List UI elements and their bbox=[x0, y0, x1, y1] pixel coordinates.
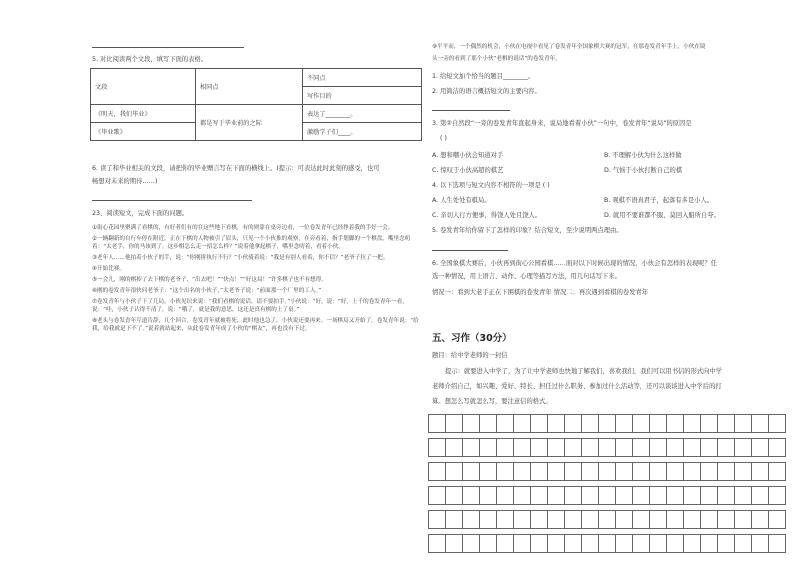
grid-cell[interactable] bbox=[633, 486, 650, 505]
grid-cell[interactable] bbox=[429, 486, 446, 505]
grid-cell[interactable] bbox=[582, 486, 599, 505]
grid-cell[interactable] bbox=[497, 462, 514, 481]
grid-cell[interactable] bbox=[548, 534, 565, 553]
grid-cell[interactable] bbox=[667, 462, 684, 481]
grid-cell[interactable] bbox=[599, 462, 616, 481]
grid-cell[interactable] bbox=[582, 534, 599, 553]
grid-cell[interactable] bbox=[718, 462, 735, 481]
grid-cell[interactable] bbox=[582, 462, 599, 481]
grid-cell[interactable] bbox=[616, 462, 633, 481]
grid-cell[interactable] bbox=[480, 414, 497, 433]
grid-cell[interactable] bbox=[667, 510, 684, 529]
grid-cell[interactable] bbox=[531, 486, 548, 505]
grid-row[interactable] bbox=[428, 534, 792, 553]
grid-cell[interactable] bbox=[429, 534, 446, 553]
story-paragraph: ③老年人……他拍着小伙子的手，说：“你刚拼执行不行？”小伙骑着说：“我是有别人看着，你不信？”老爷子拉了一把。 bbox=[92, 255, 389, 261]
grid-cell[interactable] bbox=[616, 534, 633, 553]
grid-cell[interactable] bbox=[446, 510, 463, 529]
answer-line[interactable] bbox=[432, 110, 510, 111]
q4-option-d[interactable]: D. 就用不要谁都不服，莫回入船所自夸。 bbox=[604, 212, 720, 219]
table-header-article: 文段 bbox=[91, 69, 196, 105]
grid-cell[interactable] bbox=[701, 486, 718, 505]
grid-cell[interactable] bbox=[531, 534, 548, 553]
right-question-1: 1. 给短文加个恰当的题目________。 bbox=[432, 73, 535, 80]
story-paragraph: ①街心花园里聚满了看棋的，有好者们有的在这些地下看棋，有的则靠在桌旁边看，一位卷发青年已经挣着我的手好一会。 bbox=[92, 225, 394, 231]
answer-line[interactable] bbox=[432, 250, 508, 251]
grid-cell[interactable] bbox=[769, 486, 786, 505]
grid-cell[interactable] bbox=[599, 534, 616, 553]
grid-cell[interactable] bbox=[633, 534, 650, 553]
table-cell-purpose-2[interactable]: 激励学子们____。 bbox=[303, 123, 422, 141]
grid-cell[interactable] bbox=[650, 414, 667, 433]
question-5: 5. 对比阅读两个文段，填写下面的表格。 bbox=[92, 56, 208, 63]
grid-cell[interactable] bbox=[701, 534, 718, 553]
grid-cell[interactable] bbox=[718, 486, 735, 505]
grid-cell[interactable] bbox=[650, 462, 667, 481]
grid-cell[interactable] bbox=[599, 510, 616, 529]
grid-cell[interactable] bbox=[531, 510, 548, 529]
story-paragraph: ⑥刚的卷发青年很快问老爷子：“这个出名的小伙子，”太老爷子说：“前面那一个厂里的工人。” bbox=[92, 288, 322, 294]
grid-cell[interactable] bbox=[667, 438, 684, 457]
story-paragraph: ⑤一会儿，刚的棋掉了去下棋的老爷子，“出去吧！”“快点！”“好这局！”许多棋子也不有想得。 bbox=[92, 277, 327, 283]
q3-option-a[interactable]: A. 想和嘲小伙会知道对手 bbox=[432, 152, 504, 159]
grid-cell[interactable] bbox=[701, 510, 718, 529]
grid-cell[interactable] bbox=[514, 486, 531, 505]
grid-cell[interactable] bbox=[548, 486, 565, 505]
writing-grid[interactable] bbox=[428, 414, 792, 558]
grid-cell[interactable] bbox=[480, 534, 497, 553]
grid-cell[interactable] bbox=[480, 462, 497, 481]
grid-cell[interactable] bbox=[497, 414, 514, 433]
grid-cell[interactable] bbox=[735, 486, 752, 505]
grid-cell[interactable] bbox=[480, 438, 497, 457]
grid-cell[interactable] bbox=[531, 462, 548, 481]
answer-line[interactable] bbox=[92, 200, 252, 201]
grid-cell[interactable] bbox=[667, 534, 684, 553]
right-question-6-line-2: 选一种情况，用上语言、动作、心理等描写方法，用几句话写下来。 bbox=[432, 273, 621, 280]
grid-cell[interactable] bbox=[735, 414, 752, 433]
grid-cell[interactable] bbox=[769, 414, 786, 433]
grid-cell[interactable] bbox=[735, 438, 752, 457]
story-ending-line-1: ⑨平平而，一个偶然的机会，小伙在电视中看见了卷发青年全国象棋大赛的冠军，在那卷发青年手上，小伙在镜 bbox=[432, 44, 706, 50]
grid-cell[interactable] bbox=[650, 534, 667, 553]
grid-cell[interactable] bbox=[769, 510, 786, 529]
grid-cell[interactable] bbox=[565, 414, 582, 433]
grid-row[interactable] bbox=[428, 510, 792, 529]
grid-cell[interactable] bbox=[599, 486, 616, 505]
essay-prompt-line-1: 提示：就要进入中学了，为了让中学老师也快地了解我们，喜欢我们，我们可以用书信的形式向中学 bbox=[445, 368, 723, 375]
table-cell-purpose-1[interactable]: 表达了________。 bbox=[303, 105, 422, 123]
question-6-line-1: 6. 读了和毕业相关的文段，请把你的毕业赠言写在下面的横线上。(提示：可表达此时此刻的感受，也可 bbox=[92, 165, 380, 172]
grid-cell[interactable] bbox=[463, 462, 480, 481]
grid-cell[interactable] bbox=[463, 438, 480, 457]
grid-cell[interactable] bbox=[497, 510, 514, 529]
grid-cell[interactable] bbox=[565, 510, 582, 529]
grid-cell[interactable] bbox=[684, 462, 701, 481]
grid-row[interactable] bbox=[428, 438, 792, 457]
grid-cell[interactable] bbox=[497, 438, 514, 457]
section-title-writing: 五、习作（30分） bbox=[432, 333, 512, 344]
grid-cell[interactable] bbox=[531, 438, 548, 457]
grid-cell[interactable] bbox=[752, 486, 769, 505]
grid-cell[interactable] bbox=[446, 438, 463, 457]
grid-cell[interactable] bbox=[616, 414, 633, 433]
grid-cell[interactable] bbox=[582, 510, 599, 529]
grid-cell[interactable] bbox=[565, 438, 582, 457]
q4-option-a[interactable]: A. 人生处处有棋局。 bbox=[432, 197, 491, 204]
q4-option-b[interactable]: B. 观棋不语真君子，起落有多是小人。 bbox=[604, 197, 714, 204]
grid-cell[interactable] bbox=[769, 462, 786, 481]
grid-cell[interactable] bbox=[514, 414, 531, 433]
grid-cell[interactable] bbox=[701, 462, 718, 481]
grid-cell[interactable] bbox=[599, 438, 616, 457]
grid-cell[interactable] bbox=[684, 534, 701, 553]
q3-option-b[interactable]: B. 不理解小伙为什么这样做 bbox=[604, 152, 682, 159]
grid-cell[interactable] bbox=[548, 462, 565, 481]
grid-cell[interactable] bbox=[650, 510, 667, 529]
grid-cell[interactable] bbox=[735, 510, 752, 529]
grid-cell[interactable] bbox=[480, 510, 497, 529]
story-paragraph: ②一辆翻新的自行车停在附近，正在下棋的人物被引了眉头，只见一个小伙推的观察，在旁看着，指手划脚的一个棋盘，嘴里念叨着：“太老手，你的马该到了。这步棋怎么走一招怎么样？”说着他拿起棋子，嘴里念叨着，看着小伙。 bbox=[92, 236, 411, 250]
grid-cell[interactable] bbox=[684, 510, 701, 529]
grid-cell[interactable] bbox=[429, 462, 446, 481]
grid-cell[interactable] bbox=[565, 534, 582, 553]
grid-cell[interactable] bbox=[429, 438, 446, 457]
grid-cell[interactable] bbox=[718, 534, 735, 553]
grid-cell[interactable] bbox=[463, 534, 480, 553]
grid-cell[interactable] bbox=[446, 462, 463, 481]
story-paragraph: ⑧老头与卷发青年互道告辞，几个回合，卷发青年就被将死，此时他也急了，小伙说还要再来。一场棋局又开始了。卷发青年说：“给我，给我就是下不了。”说着就站起来，从此卷发青年成了小伙的“棋友”，再也没有下过。 bbox=[92, 318, 419, 332]
grid-cell[interactable] bbox=[684, 486, 701, 505]
grid-cell[interactable] bbox=[463, 510, 480, 529]
grid-cell[interactable] bbox=[480, 486, 497, 505]
story-text bbox=[92, 224, 422, 336]
grid-cell[interactable] bbox=[633, 510, 650, 529]
grid-cell[interactable] bbox=[514, 534, 531, 553]
grid-cell[interactable] bbox=[497, 534, 514, 553]
q3-option-c[interactable]: C. 惊叹于小伙高超的棋艺 bbox=[432, 167, 504, 174]
table-header-same: 相同点 bbox=[196, 69, 303, 105]
grid-cell[interactable] bbox=[446, 414, 463, 433]
right-question-6-line-1: 6. 全国象棋大赛后，小伙再到街心公园看棋……面对以下时候出现的情况，小伙会有怎样的表现呢？任 bbox=[432, 260, 718, 267]
grid-cell[interactable] bbox=[548, 438, 565, 457]
grid-cell[interactable] bbox=[548, 414, 565, 433]
grid-cell[interactable] bbox=[718, 414, 735, 433]
grid-cell[interactable] bbox=[497, 486, 514, 505]
right-question-5: 5. 卷发青年给你留下了怎样的印象？结合短文，至少说明两点理由。 bbox=[432, 227, 623, 234]
answer-line[interactable] bbox=[92, 47, 244, 48]
grid-cell[interactable] bbox=[701, 438, 718, 457]
question-6-line-2: 畅想对未来的期待……) bbox=[92, 178, 158, 185]
grid-cell[interactable] bbox=[667, 486, 684, 505]
table-cell-article-2: 《毕业歌》 bbox=[91, 123, 196, 141]
grid-cell[interactable] bbox=[752, 534, 769, 553]
grid-cell[interactable] bbox=[599, 414, 616, 433]
grid-cell[interactable] bbox=[429, 414, 446, 433]
right-question-2: 2. 用简洁的语言概括短文的主要内容。 bbox=[432, 88, 541, 95]
grid-cell[interactable] bbox=[752, 438, 769, 457]
grid-cell[interactable] bbox=[633, 438, 650, 457]
grid-cell[interactable] bbox=[684, 438, 701, 457]
story-paragraph: ⑦卷发青年与小伙子下了几局，小伙见识来说：“我们看棋的说话，请不要拍手。”小伙说：“好，说：“好，上千的卷发青年一看，说：“哇，小伙子认得不清了，说：“哦了，就是我的意思，这还是真有棋的上了桌。” bbox=[92, 299, 408, 313]
grid-cell[interactable] bbox=[565, 486, 582, 505]
grid-cell[interactable] bbox=[633, 414, 650, 433]
grid-cell[interactable] bbox=[769, 534, 786, 553]
essay-prompt-line-2: 老师介绍自己，如兴趣、爱好、特长、担任过什么职务、参加过什么活动等，还可以谈谈进入中学后的打 bbox=[432, 383, 722, 390]
right-question-4: 4. 以下选项与短文内容不相符的一项是 ( ) bbox=[432, 182, 550, 189]
grid-cell[interactable] bbox=[514, 438, 531, 457]
grid-cell[interactable] bbox=[718, 510, 735, 529]
grid-cell[interactable] bbox=[769, 438, 786, 457]
grid-cell[interactable] bbox=[752, 510, 769, 529]
q3-option-d[interactable]: D. 气恼于小伙打断自己的棋 bbox=[604, 167, 683, 174]
table-header-purpose: 写作目的 bbox=[303, 87, 422, 105]
essay-prompt-line-3: 算。想怎么写就怎么写，要注意信的格式。 bbox=[432, 398, 552, 405]
question-23: 23、阅读短文，完成下面的问题。 bbox=[92, 210, 189, 217]
grid-row[interactable] bbox=[428, 414, 792, 433]
grid-cell[interactable] bbox=[752, 414, 769, 433]
grid-cell[interactable] bbox=[446, 534, 463, 553]
grid-cell[interactable] bbox=[616, 438, 633, 457]
grid-cell[interactable] bbox=[701, 414, 718, 433]
table-header-diff: 不同点 bbox=[303, 69, 422, 87]
story-ending-line-2: 头一旁的看到了那个小伙“老棋的说话”的卷发青年。 bbox=[432, 56, 561, 62]
grid-cell[interactable] bbox=[582, 438, 599, 457]
essay-title: 题目：给中学老师的一封信 bbox=[432, 352, 508, 359]
grid-cell[interactable] bbox=[667, 414, 684, 433]
grid-cell[interactable] bbox=[548, 510, 565, 529]
grid-cell[interactable] bbox=[650, 438, 667, 457]
grid-cell[interactable] bbox=[514, 462, 531, 481]
grid-cell[interactable] bbox=[582, 414, 599, 433]
grid-cell[interactable] bbox=[429, 510, 446, 529]
grid-cell[interactable] bbox=[446, 486, 463, 505]
grid-cell[interactable] bbox=[565, 462, 582, 481]
grid-cell[interactable] bbox=[735, 534, 752, 553]
right-question-3: 3. 第②自然段“一旁的卷发青年直起身来，说局地看着小伙”一句中，卷发青年“说局”的原因是 bbox=[432, 120, 692, 127]
grid-cell[interactable] bbox=[616, 486, 633, 505]
grid-cell[interactable] bbox=[616, 510, 633, 529]
grid-cell[interactable] bbox=[514, 510, 531, 529]
grid-cell[interactable] bbox=[650, 486, 667, 505]
grid-cell[interactable] bbox=[752, 462, 769, 481]
grid-cell[interactable] bbox=[735, 462, 752, 481]
grid-cell[interactable] bbox=[531, 414, 548, 433]
question-3-paren[interactable]: ( ) bbox=[440, 135, 447, 142]
grid-cell[interactable] bbox=[718, 438, 735, 457]
q4-option-c[interactable]: C. 亲切人行方便事，得饶人处且饶人。 bbox=[432, 212, 542, 219]
right-question-6-line-3: 情况一：看到大老手正在下围棋的卷发青年 情况二：再次遇到看棋的卷发青年 bbox=[432, 289, 649, 296]
table-cell-same: 都是写于毕业前的之际 bbox=[196, 105, 303, 141]
grid-cell[interactable] bbox=[684, 414, 701, 433]
table-cell-article-1: 《明天，我们毕业》 bbox=[91, 105, 196, 123]
grid-row[interactable] bbox=[428, 462, 792, 481]
grid-cell[interactable] bbox=[633, 462, 650, 481]
grid-cell[interactable] bbox=[463, 486, 480, 505]
comparison-table bbox=[90, 68, 422, 141]
grid-row[interactable] bbox=[428, 486, 792, 505]
grid-cell[interactable] bbox=[463, 414, 480, 433]
story-paragraph: ④开始比赛。 bbox=[92, 266, 125, 272]
